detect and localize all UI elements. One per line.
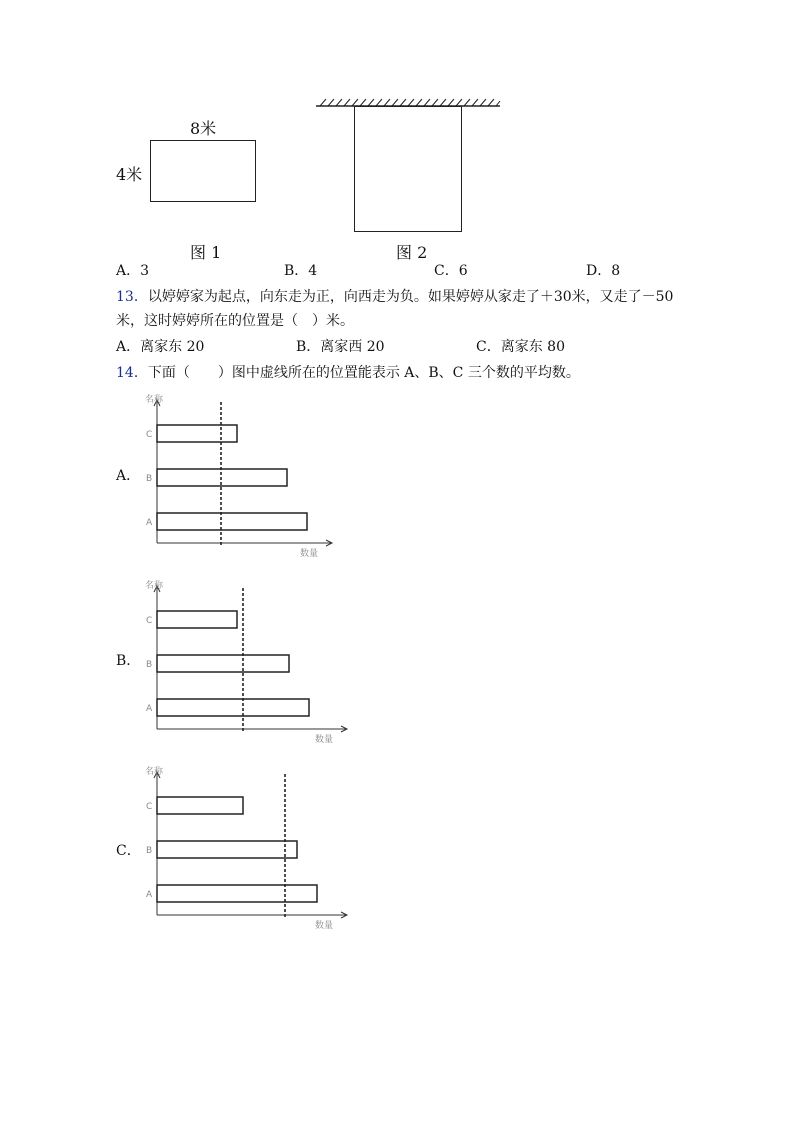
y-axis-label: 名称 [145, 767, 164, 777]
fig1-caption: 图 1 [190, 243, 222, 262]
option-text: 6 [458, 263, 468, 279]
x-axis-label: 数量 [300, 549, 319, 559]
tick-label-B: B [146, 846, 153, 856]
bar-B [157, 469, 287, 486]
question-text: 下面（ ）图中虚线所在的位置能表示 A、B、C 三个数的平均数。 [147, 365, 580, 381]
tick-label-B: B [146, 660, 153, 670]
q14-option-b-letter[interactable]: B． [116, 653, 141, 669]
question-number: 14． [116, 365, 148, 381]
fig1-top-label: 8米 [190, 119, 217, 138]
bar-B [157, 841, 297, 858]
bar-C [157, 425, 237, 442]
fig2-square [354, 106, 462, 232]
bar-C [157, 797, 243, 814]
x-axis-label: 数量 [315, 921, 334, 931]
bar-chart-option-b [140, 576, 355, 751]
q13-question-line2: 米，这时婷婷所在的位置是（ ）米。 [116, 313, 354, 329]
tick-label-C: C [146, 616, 153, 626]
q13-question-line1 [116, 288, 673, 306]
option-text: 4 [308, 263, 318, 279]
option-letter: C． [476, 339, 501, 355]
y-axis-label: 名称 [145, 395, 164, 405]
fig1-side-label: 4米 [116, 165, 143, 184]
y-axis-label: 名称 [145, 581, 164, 591]
q14-option-c-letter[interactable]: C． [116, 843, 141, 859]
option-letter: D． [586, 263, 612, 279]
option-letter: B． [284, 263, 309, 279]
option-letter: A． [116, 339, 141, 355]
bar-C [157, 611, 237, 628]
q14-option-a-letter[interactable]: A． [116, 468, 141, 484]
q13-option-c[interactable] [476, 338, 565, 356]
option-letter: C． [434, 263, 459, 279]
tick-label-C: C [146, 430, 153, 440]
q12-option-b[interactable] [284, 262, 317, 280]
tick-label-A: A [146, 890, 153, 900]
bar-A [157, 513, 307, 530]
q12-option-c[interactable] [434, 262, 468, 280]
tick-label-A: A [146, 518, 153, 528]
option-text: 离家西 20 [320, 339, 385, 355]
x-axis-label: 数量 [315, 735, 334, 745]
q12-option-d[interactable] [586, 262, 620, 280]
bar-chart-option-c [140, 762, 355, 942]
question-number: 13． [116, 289, 148, 305]
question-text: 以婷婷家为起点，向东走为正，向西走为负。如果婷婷从家走了＋30米，又走了－50 [147, 289, 674, 305]
option-letter: B． [296, 339, 321, 355]
option-text: 3 [140, 263, 150, 279]
tick-label-A: A [146, 704, 153, 714]
q12-option-a[interactable] [116, 262, 149, 280]
bar-B [157, 655, 289, 672]
bar-chart-option-a [140, 390, 340, 565]
bar-A [157, 699, 309, 716]
tick-label-C: C [146, 802, 153, 812]
tick-label-B: B [146, 474, 153, 484]
q13-option-a[interactable] [116, 338, 204, 356]
option-letter: A． [116, 263, 141, 279]
q13-option-b[interactable] [296, 338, 385, 356]
fig1-rectangle [150, 140, 256, 202]
q14-question [116, 364, 580, 382]
option-text: 8 [611, 263, 621, 279]
bar-A [157, 885, 317, 902]
option-text: 离家东 80 [500, 339, 565, 355]
option-text: 离家东 20 [140, 339, 205, 355]
fig2-caption: 图 2 [396, 243, 428, 262]
